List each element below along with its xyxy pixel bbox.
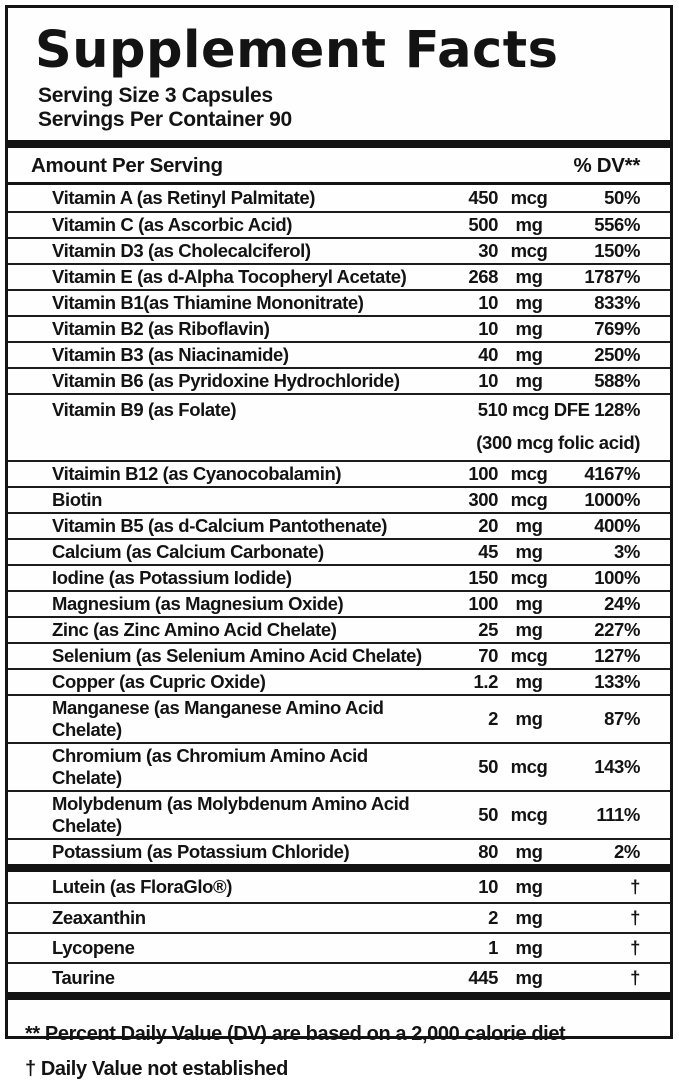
nutrient-amount: 70	[478, 645, 498, 667]
nutrient-name: Chromium (as Chromium Amino Acid Chelate)	[52, 745, 368, 789]
dagger-footnote: † Daily Value not established	[25, 1058, 288, 1081]
nutrient-dv: 127%	[594, 645, 640, 667]
nutrient-row	[8, 742, 670, 790]
nutrient-unit: mcg	[510, 489, 548, 511]
nutrient-unit: mg	[515, 841, 543, 863]
nutrient-unit: mcg	[510, 187, 548, 209]
nutrient-row	[8, 932, 670, 962]
nutrient-dv: 133%	[594, 671, 640, 693]
nutrient-amount: 45	[478, 541, 498, 563]
nutrient-dv: 250%	[594, 344, 640, 366]
nutrient-amount: 445	[468, 967, 498, 989]
combined-value-line2: (300 mcg folic acid)	[476, 432, 640, 454]
nutrient-unit: mg	[515, 593, 543, 615]
nutrient-row	[8, 790, 670, 838]
nutrient-dv: 556%	[594, 214, 640, 236]
nutrient-name: Vitaimin B12 (as Cyanocobalamin)	[52, 463, 342, 485]
nutrient-name: Iodine (as Potassium Iodide)	[52, 567, 292, 589]
nutrient-dv: 100%	[594, 567, 640, 589]
nutrient-dv: 227%	[594, 619, 640, 641]
nutrient-row	[8, 486, 670, 512]
nutrient-amount: 100	[468, 463, 498, 485]
nutrient-name: Vitamin B3 (as Niacinamide)	[52, 344, 289, 366]
nutrient-name: Molybdenum (as Molybdenum Amino Acid Chelate)	[52, 793, 410, 837]
nutrient-row	[8, 460, 670, 486]
nutrient-amount: 50	[478, 756, 498, 778]
nutrient-unit: mg	[515, 370, 543, 392]
nutrient-unit: mg	[515, 619, 543, 641]
nutrient-row	[8, 538, 670, 564]
section-divider-bar	[8, 140, 670, 148]
nutrient-row	[8, 341, 670, 367]
nutrient-unit: mcg	[510, 463, 548, 485]
nutrient-dv: 4167%	[584, 463, 640, 485]
nutrient-dv: 588%	[594, 370, 640, 392]
nutrient-amount: 50	[478, 804, 498, 826]
nutrient-name: Vitamin A (as Retinyl Palmitate)	[52, 187, 316, 209]
nutrient-unit: mg	[515, 515, 543, 537]
nutrient-row	[8, 237, 670, 263]
nutrient-dv: 833%	[594, 292, 640, 314]
nutrient-row	[8, 872, 670, 902]
nutrient-row	[8, 694, 670, 742]
nutrient-unit: mg	[515, 876, 543, 898]
combined-value-line1: 510 mcg DFE 128%	[477, 399, 640, 421]
nutrient-dv: 24%	[604, 593, 640, 615]
nutrient-amount: 10	[478, 876, 498, 898]
secondary-nutrient-table	[8, 872, 670, 992]
nutrient-amount: 500	[468, 214, 498, 236]
nutrient-name: Potassium (as Potassium Chloride)	[52, 841, 350, 863]
nutrient-dv: 143%	[594, 756, 640, 778]
percent-dv-header: % DV**	[573, 154, 640, 178]
nutrient-name: Biotin	[52, 489, 103, 511]
nutrient-amount: 1.2	[473, 671, 498, 693]
nutrient-unit: mg	[515, 214, 543, 236]
nutrient-combined-value	[476, 399, 640, 454]
nutrient-name: Copper (as Cupric Oxide)	[52, 671, 266, 693]
nutrient-row	[8, 838, 670, 864]
nutrient-amount: 10	[478, 370, 498, 392]
nutrient-unit: mcg	[510, 567, 548, 589]
nutrient-unit: mg	[515, 907, 543, 929]
nutrient-name: Zinc (as Zinc Amino Acid Chelate)	[52, 619, 337, 641]
nutrient-unit: mcg	[510, 804, 548, 826]
amount-per-serving-header: Amount Per Serving	[31, 154, 223, 178]
footnotes	[8, 1000, 670, 1082]
table-header-row	[8, 148, 670, 185]
nutrient-amount: 268	[468, 266, 498, 288]
nutrient-row	[8, 393, 670, 460]
main-nutrient-table	[8, 185, 670, 864]
nutrient-amount: 40	[478, 344, 498, 366]
nutrient-dv: †	[630, 876, 640, 898]
nutrient-unit: mcg	[510, 645, 548, 667]
nutrient-row	[8, 616, 670, 642]
nutrient-row	[8, 263, 670, 289]
nutrient-name: Vitamin B9 (as Folate)	[52, 399, 237, 421]
nutrient-unit: mg	[515, 708, 543, 730]
nutrient-unit: mcg	[510, 240, 548, 262]
nutrient-name: Vitamin B1(as Thiamine Mononitrate)	[52, 292, 364, 314]
nutrient-name: Taurine	[52, 967, 115, 989]
nutrient-amount: 450	[468, 187, 498, 209]
nutrient-dv: †	[630, 937, 640, 959]
percent-dv-footnote: ** Percent Daily Value (DV) are based on a 2,000 calorie diet	[25, 1023, 566, 1046]
nutrient-row	[8, 185, 670, 211]
nutrient-row	[8, 211, 670, 237]
nutrient-name: Vitamin B2 (as Riboflavin)	[52, 318, 270, 340]
nutrient-row	[8, 512, 670, 538]
nutrient-row	[8, 315, 670, 341]
nutrient-dv: 3%	[614, 541, 640, 563]
nutrient-name: Vitamin D3 (as Cholecalciferol)	[52, 240, 311, 262]
section-divider-bar	[8, 864, 670, 872]
nutrient-row	[8, 590, 670, 616]
nutrient-name: Calcium (as Calcium Carbonate)	[52, 541, 324, 563]
nutrient-dv: 150%	[594, 240, 640, 262]
serving-size-text: Serving Size 3 Capsules	[38, 83, 273, 107]
nutrient-dv: 50%	[604, 187, 640, 209]
nutrient-amount: 80	[478, 841, 498, 863]
nutrient-unit: mg	[515, 671, 543, 693]
nutrient-unit: mg	[515, 967, 543, 989]
nutrient-amount: 10	[478, 318, 498, 340]
nutrient-name: Lutein (as FloraGlo®)	[52, 876, 232, 898]
nutrient-dv: 1787%	[584, 266, 640, 288]
nutrient-dv: 87%	[604, 708, 640, 730]
nutrient-row	[8, 962, 670, 992]
supplement-facts-label	[5, 5, 673, 1081]
nutrient-dv: 769%	[594, 318, 640, 340]
nutrient-name: Manganese (as Manganese Amino Acid Chelate)	[52, 697, 384, 741]
nutrient-amount: 10	[478, 292, 498, 314]
nutrient-amount: 2	[488, 708, 498, 730]
nutrient-unit: mg	[515, 318, 543, 340]
nutrient-unit: mg	[515, 266, 543, 288]
nutrient-amount: 25	[478, 619, 498, 641]
nutrient-amount: 20	[478, 515, 498, 537]
nutrient-row	[8, 902, 670, 932]
nutrient-name: Selenium (as Selenium Amino Acid Chelate)	[52, 645, 422, 667]
nutrient-unit: mg	[515, 937, 543, 959]
nutrient-dv: †	[630, 967, 640, 989]
nutrient-dv: 111%	[596, 804, 640, 826]
nutrient-dv: †	[630, 907, 640, 929]
nutrient-name: Vitamin B6 (as Pyridoxine Hydrochloride)	[52, 370, 400, 392]
nutrient-amount: 150	[468, 567, 498, 589]
nutrient-name: Vitamin B5 (as d-Calcium Pantothenate)	[52, 515, 387, 537]
servings-per-container-text: Servings Per Container 90	[38, 108, 292, 132]
nutrient-name: Vitamin E (as d-Alpha Tocopheryl Acetate)	[52, 266, 407, 288]
nutrient-row	[8, 668, 670, 694]
nutrient-dv: 400%	[594, 515, 640, 537]
nutrient-unit: mg	[515, 292, 543, 314]
nutrient-unit: mcg	[510, 756, 548, 778]
nutrient-unit: mg	[515, 541, 543, 563]
nutrient-row	[8, 642, 670, 668]
nutrient-amount: 30	[478, 240, 498, 262]
section-divider-bar	[8, 992, 670, 1000]
nutrient-row	[8, 289, 670, 315]
nutrient-dv: 1000%	[584, 489, 640, 511]
nutrient-amount: 100	[468, 593, 498, 615]
nutrient-amount: 1	[488, 937, 498, 959]
nutrient-unit: mg	[515, 344, 543, 366]
nutrient-name: Vitamin C (as Ascorbic Acid)	[52, 214, 292, 236]
nutrient-row	[8, 367, 670, 393]
nutrient-name: Magnesium (as Magnesium Oxide)	[52, 593, 344, 615]
nutrient-name: Lycopene	[52, 937, 135, 959]
nutrient-row	[8, 564, 670, 590]
nutrient-amount: 300	[468, 489, 498, 511]
nutrient-name: Zeaxanthin	[52, 907, 146, 929]
label-title: Supplement Facts	[35, 21, 559, 80]
nutrient-dv: 2%	[614, 841, 640, 863]
nutrient-amount: 2	[488, 907, 498, 929]
